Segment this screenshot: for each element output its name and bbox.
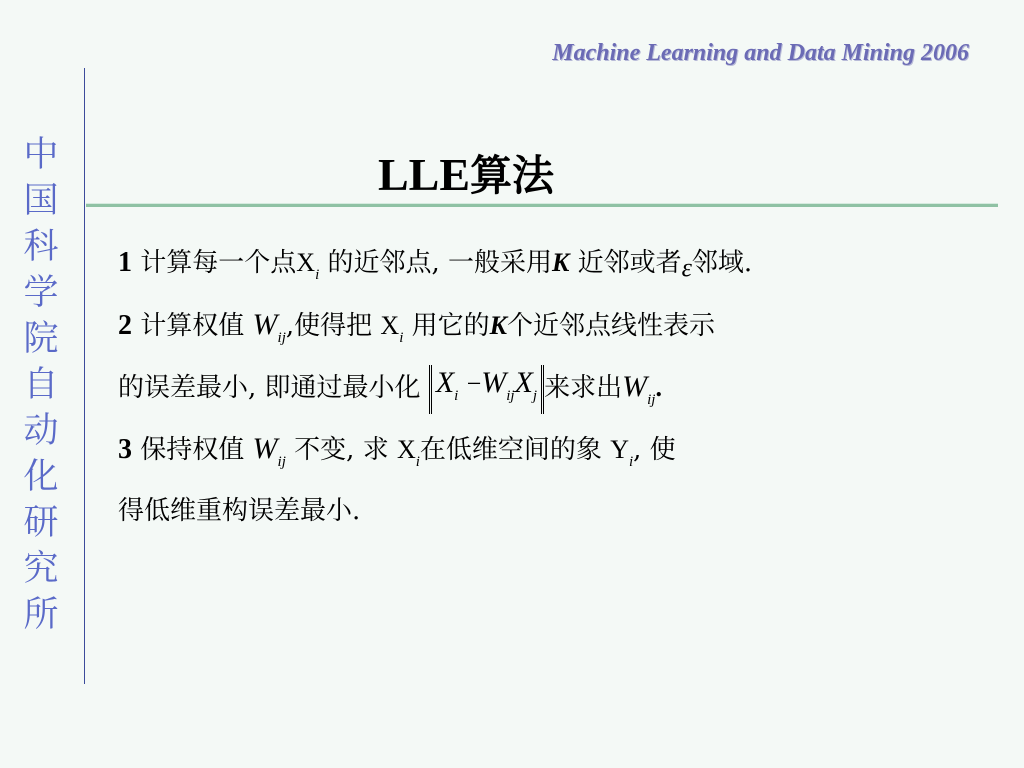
var-w: W xyxy=(252,308,278,341)
side-char: 中 xyxy=(23,135,59,175)
var-x: X xyxy=(396,435,416,464)
k-symbol: K xyxy=(552,248,570,277)
step-number: 3 xyxy=(118,434,132,465)
step-text: 来求出 xyxy=(544,373,623,403)
subscript: i xyxy=(628,454,634,470)
var-w: W xyxy=(622,370,648,403)
step-number: 2 xyxy=(118,310,132,341)
step-text: 在低维空间的象 xyxy=(419,435,602,465)
step-text: 求 xyxy=(362,435,389,465)
formula-x: X xyxy=(435,365,455,399)
step-text: 计算每一个点 xyxy=(140,248,297,278)
step-text: , 使 xyxy=(633,435,676,465)
subscript: i xyxy=(315,267,320,283)
step-2-line xyxy=(118,294,978,356)
step-text: 个近邻点线性表示 xyxy=(507,311,716,341)
step-1-line xyxy=(118,232,978,294)
formula-sub: i xyxy=(454,387,459,404)
subscript: i xyxy=(399,330,404,346)
title-latin: LLE xyxy=(378,149,471,200)
subscript: ij xyxy=(277,454,286,470)
horizontal-divider xyxy=(86,203,998,207)
side-char: 自 xyxy=(23,365,59,405)
step-text: 邻域. xyxy=(691,248,753,278)
formula-sub: ij xyxy=(506,387,515,404)
vertical-divider xyxy=(84,68,85,684)
slide-title xyxy=(378,143,554,203)
var-x: X xyxy=(380,311,400,340)
side-char: 科 xyxy=(23,227,59,267)
step-text: ,使得把 xyxy=(285,311,373,341)
epsilon-symbol: ε xyxy=(681,253,692,282)
step-text: 不变, xyxy=(294,435,355,465)
period: . xyxy=(655,373,662,402)
side-char: 研 xyxy=(23,503,59,543)
side-char: 究 xyxy=(23,549,59,589)
side-char: 化 xyxy=(23,457,59,497)
step-text: 得低维重构误差最小. xyxy=(118,496,361,526)
step-text: 保持权值 xyxy=(140,435,245,465)
k-symbol: K xyxy=(489,311,507,340)
step-text: 的误差最小, xyxy=(118,373,257,403)
norm-formula xyxy=(429,365,544,414)
step-text: 一般采用 xyxy=(448,248,553,278)
side-char: 学 xyxy=(23,273,59,313)
subscript: ij xyxy=(647,392,656,408)
step-text: 的近邻点, xyxy=(327,248,440,278)
subscript: ij xyxy=(277,330,286,346)
step-text: 计算权值 xyxy=(140,311,245,341)
formula-w: W xyxy=(481,365,507,399)
step-text: 用它的 xyxy=(411,311,490,341)
step-text: 即通过最小化 xyxy=(264,373,421,403)
title-cjk: 算法 xyxy=(470,151,555,200)
slide-body xyxy=(118,232,978,542)
side-char: 动 xyxy=(23,411,59,451)
step-number: 1 xyxy=(118,247,132,278)
course-header: Machine Learning and Data Mining 2006 xyxy=(552,40,969,66)
var-x: X xyxy=(296,248,316,277)
institute-vertical-title xyxy=(18,132,64,638)
var-y: Y xyxy=(610,435,629,464)
subscript: i xyxy=(415,454,420,470)
formula-xj: X xyxy=(514,365,533,399)
side-char: 院 xyxy=(23,319,59,359)
step-3-line xyxy=(118,418,978,480)
step-3-continuation xyxy=(118,480,978,542)
formula-sub: j xyxy=(532,387,538,404)
formula-minus: − xyxy=(466,368,482,398)
side-char: 国 xyxy=(23,181,59,221)
side-char: 所 xyxy=(23,595,59,635)
step-text: 近邻或者 xyxy=(577,248,682,278)
var-w: W xyxy=(252,432,278,465)
step-2-continuation xyxy=(118,356,978,418)
